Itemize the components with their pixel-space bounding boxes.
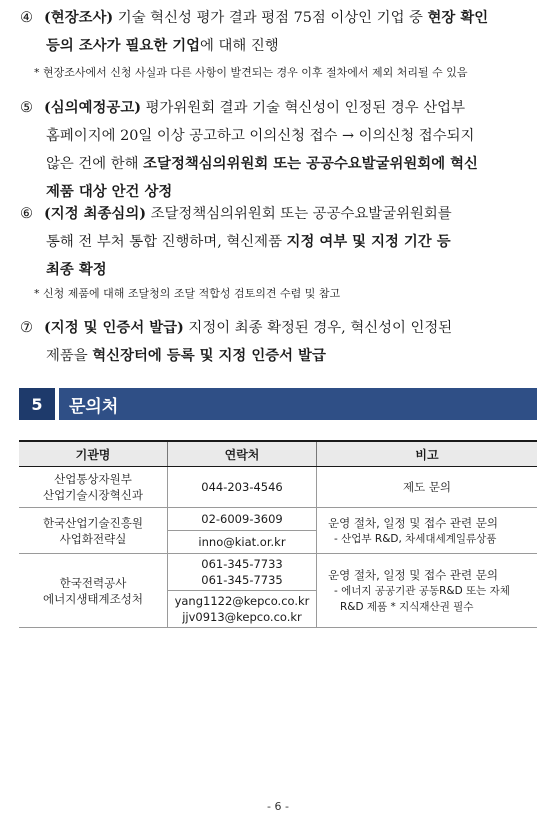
remark-cell: 운영 절차, 일정 및 접수 관련 문의 - 에너지 공공기관 공동R&D 또는 자체 R&D 제품 * 지식재산권 필수 xyxy=(317,554,538,628)
org-cell: 산업통상자원부 산업기술시장혁신과 xyxy=(19,467,168,508)
step-5-line-1: ⑤ (심의예정공고) 평가위원회 결과 기술 혁신성이 인정된 경우 산업부 xyxy=(20,94,540,122)
section-title: 문의처 xyxy=(59,388,537,420)
contact-phone: 02-6009-3609 xyxy=(168,508,317,531)
step-4-line-2: 등의 조사가 필요한 기업에 대해 진행 xyxy=(46,37,279,54)
contact-emails[interactable]: yang1122@kepco.co.kr jjv0913@kepco.co.kr xyxy=(168,591,317,628)
note-site-inspection: * 현장조사에서 신청 사실과 다른 사항이 발견되는 경우 이후 절차에서 제외 처리될 수 있음 xyxy=(34,66,468,79)
remark-cell: 제도 문의 xyxy=(317,467,538,508)
step-7-line-1: ⑦ (지정 및 인증서 발급) 지정이 최종 확정된 경우, 혁신성이 인정된 xyxy=(20,314,540,342)
step-5-line-3: 않은 건에 한해 조달정책심의위원회 또는 공공수요발굴위원회에 혁신 xyxy=(46,155,478,172)
step-4 xyxy=(20,4,540,60)
step-6-line-1: ⑥ (지정 최종심의) 조달정책심의위원회 또는 공공수요발굴위원회를 xyxy=(20,200,540,228)
step-6-line-2: 통해 전 부처 통합 진행하며, 혁신제품 지정 여부 및 지정 기간 등 xyxy=(46,233,451,250)
section-header xyxy=(19,388,537,420)
step-number: ④ xyxy=(20,10,33,26)
org-cell: 한국산업기술진흥원 사업화전략실 xyxy=(19,508,168,554)
remark-cell: 운영 절차, 일정 및 접수 관련 문의 - 산업부 R&D, 차세대세계일류상품 xyxy=(317,508,538,554)
step-number: ⑤ xyxy=(20,100,33,116)
contact-phone: 044-203-4546 xyxy=(168,467,317,508)
section-number: 5 xyxy=(19,388,55,420)
column-header-org: 기관명 xyxy=(19,441,168,467)
table-row xyxy=(19,467,537,508)
note-procurement-review: * 신청 제품에 대해 조달청의 조달 적합성 검토의견 수렴 및 참고 xyxy=(34,287,341,300)
step-number: ⑦ xyxy=(20,320,33,336)
table-header-row xyxy=(19,441,537,467)
page-number: - 6 - xyxy=(267,800,289,813)
step-5-line-2: 홈페이지에 20일 이상 공고하고 이의신청 접수 → 이의신청 접수되지 xyxy=(46,128,475,144)
step-6-line-3: 최종 확정 xyxy=(46,261,107,278)
step-5-line-4: 제품 대상 안건 상정 xyxy=(46,183,173,200)
step-7-line-2: 제품을 혁신장터에 등록 및 지정 인증서 발급 xyxy=(46,347,326,364)
column-header-remark: 비고 xyxy=(317,441,538,467)
contacts-table xyxy=(19,440,537,628)
step-number: ⑥ xyxy=(20,206,33,222)
org-cell: 한국전력공사 에너지생태계조성처 xyxy=(19,554,168,628)
step-7 xyxy=(20,314,540,370)
step-6 xyxy=(20,200,540,284)
table-row xyxy=(19,554,537,591)
contact-email[interactable]: inno@kiat.or.kr xyxy=(168,531,317,554)
table-row xyxy=(19,508,537,531)
step-5 xyxy=(20,94,540,206)
column-header-contact: 연락처 xyxy=(168,441,317,467)
contact-phones: 061-345-7733 061-345-7735 xyxy=(168,554,317,591)
step-4-line-1: ④ (현장조사) 기술 혁신성 평가 결과 평점 75점 이상인 기업 중 현장 확인 xyxy=(20,4,540,32)
